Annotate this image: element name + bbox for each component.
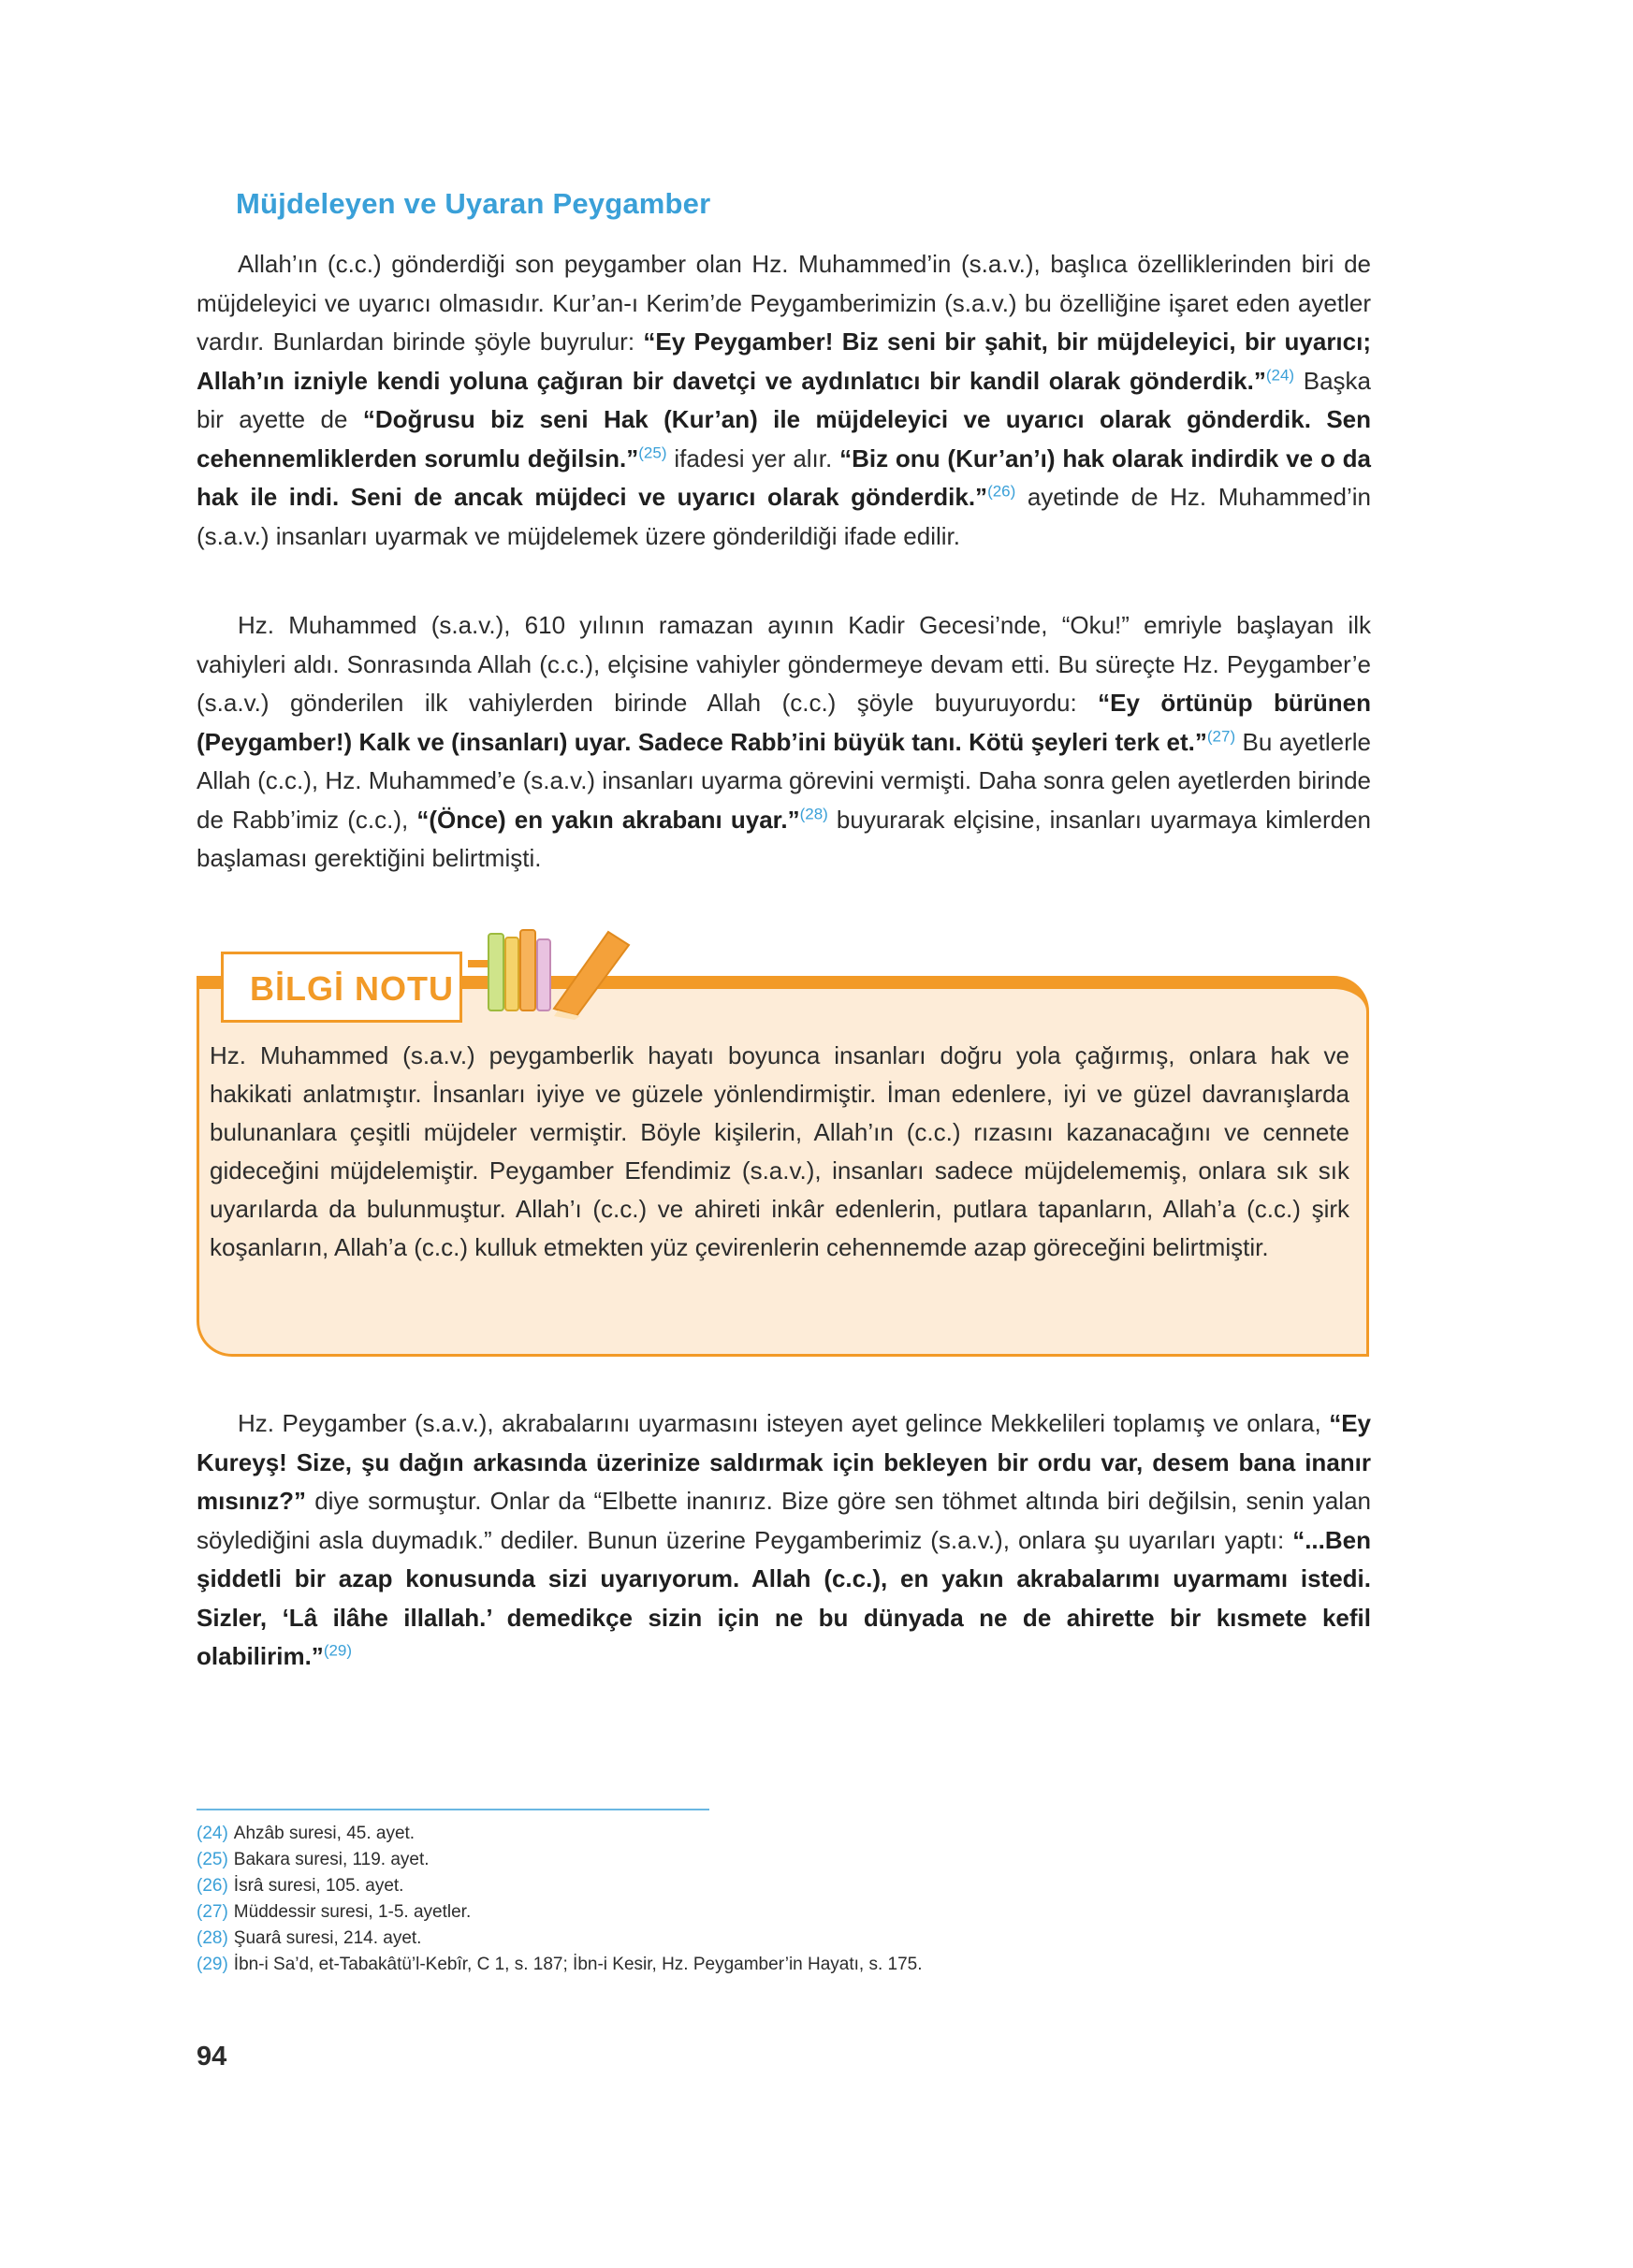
quote: “Ey örtünüp bürünen (Peygamber!) Kalk ve (insanları) uyar. Sadece Rabb’ini büyük tanı. Kötü şeyleri terk et.” — [197, 689, 1372, 756]
info-note-text — [210, 1037, 1349, 1267]
footnote-number: (27) — [197, 1902, 228, 1922]
footnote-item — [197, 1952, 923, 1978]
footnote-text: Müddessir suresi, 1-5. ayetler. — [233, 1902, 472, 1922]
text: buyurarak elçisine, insanları uyarmaya kimlerden başlaması gerektiğini belirtmişti. — [197, 805, 1371, 872]
footnote-ref[interactable]: (29) — [323, 1641, 353, 1660]
text: Bu ayetlerle Allah (c.c.), Hz. Muhammed’e (s.a.v.) insanları uyarma görevini vermişti. Daha sonra gelen ayetlerden birinde de Rabb’imiz (c.c.), — [197, 727, 1371, 834]
text: Allah’ın (c.c.) gönderdiği son peygamber olan Hz. Muhammed’in (s.a.v.), başlıca özelliklerinden biri de müjdeleyici ve uyarıcı olmasıdır. Kur’an-ı Kerim’de Peygamberimizin (s.a.v.) bu özelliğine işaret eden ayetler vardır. Bunlardan birinde şöyle buyrulur: — [197, 250, 1371, 356]
footnote-item — [197, 1821, 923, 1847]
footnote-ref[interactable]: (26) — [987, 482, 1016, 501]
books-icon — [468, 926, 646, 1020]
quote: “Ey Kureyş! Size, şu dağın arkasında üzerinize saldırmak için bekleyen bir ordu var, desem bana inanır mısınız?” — [197, 1409, 1371, 1515]
footnote-item — [197, 1847, 923, 1873]
footnotes — [197, 1821, 923, 1978]
quote: “Biz onu (Kur’an’ı) hak olarak indirdik ve o da hak ile indi. Seni de ancak müjdeci ve uyarıcı olarak gönderdik.” — [197, 443, 1372, 511]
quote: “Doğrusu biz seni Hak (Kur’an) ile müjdeleyici ve uyarıcı olarak gönderdik. Sen cehennemliklerden sorumlu değilsin.” — [197, 405, 1372, 472]
info-note-title: BİLGİ NOTU — [250, 969, 454, 1008]
paragraph-1 — [197, 245, 1371, 556]
footnote-text: Ahzâb suresi, 45. ayet. — [233, 1824, 416, 1843]
footnote-ref[interactable]: (27) — [1206, 726, 1236, 745]
footnote-number: (25) — [197, 1850, 228, 1869]
footnote-text: Bakara suresi, 119. ayet. — [233, 1850, 430, 1869]
paragraph-2 — [197, 606, 1371, 879]
text: Başka bir ayette de — [197, 366, 1371, 433]
footnote-number: (29) — [197, 1955, 228, 1974]
text: Hz. Peygamber (s.a.v.), akrabalarını uyarmasını isteyen ayet gelince Mekkelileri toplamış ve onlara, — [238, 1409, 1330, 1437]
info-note-label — [221, 952, 462, 1023]
text: diye sormuştur. Onlar da “Elbette inanırız. Bize göre sen töhmet altında biri değilsin, senin yalan söylediğini asla duymadık.” dediler. Bunun üzerine Peygamberimiz (s.a.v.), onlara şu uyarıları yaptı: — [197, 1487, 1371, 1554]
footnote-divider — [197, 1809, 709, 1810]
footnote-item — [197, 1926, 923, 1952]
text: ifadesi yer alır. — [666, 443, 840, 472]
section-title: Müjdeleyen ve Uyaran Peygamber — [236, 187, 711, 220]
footnote-number: (24) — [197, 1824, 228, 1843]
footnote-item — [197, 1899, 923, 1926]
footnote-number: (26) — [197, 1876, 228, 1896]
text: ayetinde de Hz. Muhammed’in (s.a.v.) insanları uyarmak ve müjdelemek üzere gönderildiği ifade edilir. — [197, 483, 1371, 550]
footnote-text: Şuarâ suresi, 214. ayet. — [233, 1928, 422, 1948]
footnote-text: İbn-i Sa’d, et-Tabakâtü’l-Kebîr, C 1, s. 187; İbn-i Kesir, Hz. Peygamber’in Hayatı, s. 175. — [233, 1955, 923, 1974]
quote: “Ey Peygamber! Biz seni bir şahit, bir müjdeleyici, bir uyarıcı; Allah’ın izniyle kendi yoluna çağıran bir davetçi ve aydınlatıcı bir kandil olarak gönderdik.” — [197, 327, 1371, 395]
text: Hz. Muhammed (s.a.v.) peygamberlik hayatı boyunca insanları doğru yola çağırmış, onlara hak ve hakikati anlatmıştır. İnsanları iyiye ve güzele yönlendirmiştir. İman edenlere, iyi ve güzel davranışlarda bulunanlara çeşitli müjdeler vermiştir. Böyle kişilerin, Allah’ın (c.c.) rızasını kazanacağını ve cennete gideceğini müjdelemiştir. Peygamber Efendimiz (s.a.v.), insanları sadece müjdelememiş, onlara sık sık uyarılarda da bulunmuştur. Allah’ı (c.c.) ve ahireti inkâr edenlerin, putlara tapanların, Allah’a (c.c.) şirk koşanların, Allah’a (c.c.) kulluk etmekten yüz çevirenlerin cehennemde azap göreceğini belirtmiştir. — [210, 1041, 1349, 1261]
page-number: 94 — [197, 2042, 227, 2072]
quote: “...Ben şiddetli bir azap konusunda sizi uyarıyorum. Allah (c.c.), en yakın akrabalarımı uyarmamı istedi. Sizler, ‘Lâ ilâhe illallah.’ demedikçe sizin için ne bu dünyada ne de ahirette bir kısmete kefil olabilirim.” — [197, 1525, 1371, 1670]
quote: “(Önce) en yakın akrabanı uyar.” — [416, 805, 800, 834]
text: Hz. Muhammed (s.a.v.), 610 yılının ramazan ayının Kadir Gecesi’nde, “Oku!” emriyle başlayan ilk vahiyleri aldı. Sonrasında Allah (c.c.), elçisine vahiyler göndermeye devam etti. Bu süreçte Hz. Peygamber’e (s.a.v.) gönderilen ilk vahiylerden birinde Allah (c.c.) şöyle buyuruyordu: — [197, 611, 1371, 717]
paragraph-3 — [197, 1404, 1371, 1677]
footnote-number: (28) — [197, 1928, 228, 1948]
footnote-ref[interactable]: (25) — [638, 443, 667, 461]
footnote-item — [197, 1873, 923, 1899]
footnote-ref[interactable]: (24) — [1265, 365, 1295, 384]
footnote-text: İsrâ suresi, 105. ayet. — [233, 1876, 404, 1896]
footnote-ref[interactable]: (28) — [799, 804, 828, 822]
